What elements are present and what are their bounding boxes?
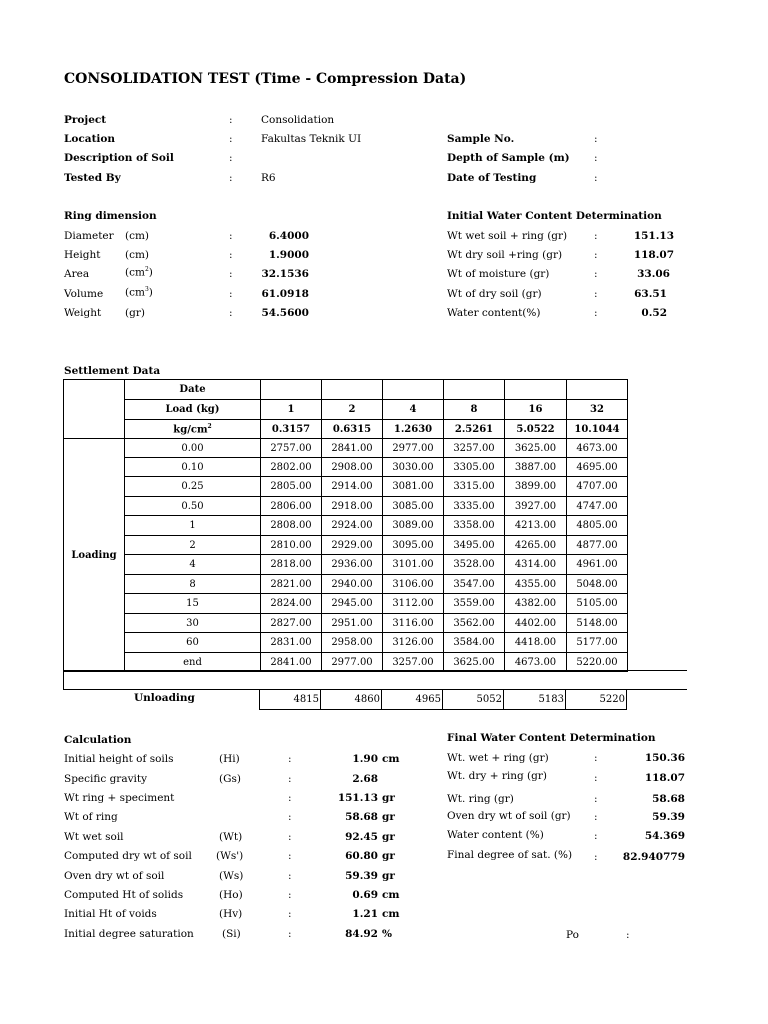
reading-cell: 3625.00 xyxy=(444,653,505,672)
calc-label: Initial Ht of voids xyxy=(64,908,157,920)
time-cell: end xyxy=(125,653,261,672)
final-wc-label: Oven dry wt of soil (gr) xyxy=(447,810,571,822)
info-project-label: Project xyxy=(64,114,107,126)
reading-cell: 4673.00 xyxy=(505,653,567,672)
time-cell: 4 xyxy=(125,555,261,575)
reading-cell: 4673.00 xyxy=(567,439,628,458)
calc-value: 151.13 xyxy=(337,792,378,804)
settlement-heading: Settlement Data xyxy=(64,365,161,377)
calculation-heading: Calculation xyxy=(64,734,132,746)
calc-label: Computed dry wt of soil xyxy=(64,850,192,862)
reading-cell: 4382.00 xyxy=(505,594,567,614)
reading-cell: 4355.00 xyxy=(505,575,567,594)
unloading-row xyxy=(260,690,627,710)
table-row xyxy=(64,594,628,614)
calc-unit: % xyxy=(382,928,392,940)
time-cell: 0.25 xyxy=(125,477,261,497)
reading-cell: 4418.00 xyxy=(505,633,567,653)
ring-value: 6.4000 xyxy=(268,230,309,242)
table-row xyxy=(64,555,628,575)
pressure-row xyxy=(64,420,628,439)
initial-wc-colon: : xyxy=(594,230,598,242)
info-colon: : xyxy=(229,133,233,145)
calc-unit: gr xyxy=(382,792,395,804)
reading-cell: 3030.00 xyxy=(383,458,444,477)
reading-cell: 3112.00 xyxy=(383,594,444,614)
reading-cell: 3126.00 xyxy=(383,633,444,653)
info-tested-by-label: Tested By xyxy=(64,172,121,184)
reading-cell: 3085.00 xyxy=(383,497,444,516)
ring-unit: (cm) xyxy=(125,230,150,242)
header-corner xyxy=(64,380,125,439)
unloading-cell: 4860 xyxy=(321,690,382,710)
unloading-cell: 4815 xyxy=(260,690,321,710)
reading-cell: 2936.00 xyxy=(322,555,383,575)
table-row xyxy=(64,516,628,536)
ring-unit: (cm) xyxy=(125,249,150,261)
ring-value: 54.5600 xyxy=(261,307,309,319)
final-wc-value: 82.940779 xyxy=(622,851,685,863)
final-wc-colon: : xyxy=(594,793,598,805)
calc-colon: : xyxy=(288,928,292,940)
load-value: 1 xyxy=(261,400,322,420)
reading-cell: 3095.00 xyxy=(383,536,444,555)
final-wc-colon: : xyxy=(594,752,598,764)
table-row xyxy=(64,497,628,516)
reading-cell: 2977.00 xyxy=(322,653,383,672)
calc-label: Wt wet soil xyxy=(64,831,124,843)
reading-cell: 2806.00 xyxy=(261,497,322,516)
load-value: 4 xyxy=(383,400,444,420)
reading-cell: 2805.00 xyxy=(261,477,322,497)
initial-wc-value: 0.52 xyxy=(641,307,667,319)
calc-value: 58.68 xyxy=(345,811,378,823)
po-colon: : xyxy=(626,929,630,941)
initial-wc-label: Wt dry soil +ring (gr) xyxy=(447,249,563,261)
load-value: 8 xyxy=(444,400,505,420)
final-wc-label: Water content (%) xyxy=(447,829,544,841)
unloading-cell: 5052 xyxy=(443,690,504,710)
reading-cell: 3335.00 xyxy=(444,497,505,516)
final-wc-label: Wt. dry + ring (gr) xyxy=(447,770,547,782)
ring-unit: $(cm^2)$ xyxy=(125,266,153,279)
calc-value: 59.39 xyxy=(345,870,378,882)
info-colon: : xyxy=(594,172,598,184)
reading-cell: 3089.00 xyxy=(383,516,444,536)
reading-cell: 3315.00 xyxy=(444,477,505,497)
reading-cell: 3116.00 xyxy=(383,614,444,633)
final-wc-value: 54.369 xyxy=(644,830,685,842)
reading-cell: 3584.00 xyxy=(444,633,505,653)
calc-colon: : xyxy=(288,870,292,882)
reading-cell: 2841.00 xyxy=(261,653,322,672)
reading-cell: 4805.00 xyxy=(567,516,628,536)
time-cell: 60 xyxy=(125,633,261,653)
unloading-table xyxy=(259,689,627,710)
unloading-cell: 4965 xyxy=(382,690,443,710)
reading-cell: 4213.00 xyxy=(505,516,567,536)
calc-symbol: (Si) xyxy=(222,928,241,940)
calc-value: 92.45 xyxy=(345,831,378,843)
ring-heading: Ring dimension xyxy=(64,210,157,222)
initial-wc-colon: : xyxy=(594,307,598,319)
table-row xyxy=(64,536,628,555)
po-label: Po xyxy=(566,929,579,941)
reading-cell: 2951.00 xyxy=(322,614,383,633)
reading-cell: 2918.00 xyxy=(322,497,383,516)
info-colon: : xyxy=(229,152,233,164)
ring-label: Volume xyxy=(64,288,104,300)
reading-cell: 2802.00 xyxy=(261,458,322,477)
reading-cell: 2810.00 xyxy=(261,536,322,555)
unloading-cell: 5183 xyxy=(504,690,566,710)
calc-label: Computed Ht of solids xyxy=(64,889,184,901)
table-row xyxy=(64,477,628,497)
info-project-value: Consolidation xyxy=(261,114,335,126)
ring-value: 61.0918 xyxy=(261,288,309,300)
table-row xyxy=(64,614,628,633)
final-wc-label: Final degree of sat. (%) xyxy=(447,849,573,861)
final-wc-label: Wt. ring (gr) xyxy=(447,793,514,805)
calc-colon: : xyxy=(288,811,292,823)
reading-cell: 3257.00 xyxy=(444,439,505,458)
calc-label: Wt of ring xyxy=(64,811,118,823)
reading-cell: 2831.00 xyxy=(261,633,322,653)
pressure-value: 5.0522 xyxy=(505,420,567,439)
final-wc-colon: : xyxy=(594,830,598,842)
calc-colon: : xyxy=(288,831,292,843)
ring-unit: $(cm^3)$ xyxy=(125,286,153,299)
ring-label: Area xyxy=(64,268,90,280)
reading-cell: 4314.00 xyxy=(505,555,567,575)
info-colon: : xyxy=(229,114,233,126)
info-colon: : xyxy=(594,133,598,145)
time-cell: 30 xyxy=(125,614,261,633)
reading-cell: 2808.00 xyxy=(261,516,322,536)
reading-cell: 3887.00 xyxy=(505,458,567,477)
reading-cell: 2924.00 xyxy=(322,516,383,536)
reading-cell: 3559.00 xyxy=(444,594,505,614)
time-cell: 0.00 xyxy=(125,439,261,458)
pressure-value: 10.1044 xyxy=(567,420,628,439)
ring-colon: : xyxy=(229,307,233,319)
initial-wc-colon: : xyxy=(594,249,598,261)
date-cell xyxy=(322,380,383,400)
reading-cell: 3081.00 xyxy=(383,477,444,497)
calc-value: 1.90 xyxy=(352,753,378,765)
calc-value: 84.92 xyxy=(345,928,378,940)
initial-wc-value: 118.07 xyxy=(633,249,674,261)
reading-cell: 3547.00 xyxy=(444,575,505,594)
ring-colon: : xyxy=(229,268,233,280)
load-label: Load (kg) xyxy=(125,400,261,420)
table-divider xyxy=(63,670,687,671)
reading-cell: 3495.00 xyxy=(444,536,505,555)
date-label: Date xyxy=(125,380,261,400)
load-value: 16 xyxy=(505,400,567,420)
initial-wc-colon: : xyxy=(594,268,598,280)
reading-cell: 4747.00 xyxy=(567,497,628,516)
calc-value: 1.21 xyxy=(352,908,378,920)
info-location-value: Fakultas Teknik UI xyxy=(261,133,362,145)
reading-cell: 3899.00 xyxy=(505,477,567,497)
calc-symbol: (Hi) xyxy=(219,753,240,765)
table-row xyxy=(64,575,628,594)
info-tested-by-value: R6 xyxy=(261,172,276,184)
table-row xyxy=(64,439,628,458)
calc-colon: : xyxy=(288,908,292,920)
date-cell xyxy=(505,380,567,400)
reading-cell: 3625.00 xyxy=(505,439,567,458)
calc-symbol: (Gs) xyxy=(219,773,241,785)
initial-wc-heading: Initial Water Content Determination xyxy=(447,210,662,222)
reading-cell: 3358.00 xyxy=(444,516,505,536)
reading-cell: 2929.00 xyxy=(322,536,383,555)
table-row xyxy=(64,633,628,653)
calc-colon: : xyxy=(288,753,292,765)
final-wc-value: 59.39 xyxy=(652,811,685,823)
time-cell: 15 xyxy=(125,594,261,614)
calc-symbol: (Ws') xyxy=(216,850,244,862)
final-wc-colon: : xyxy=(594,851,598,863)
ring-label: Height xyxy=(64,249,101,261)
initial-wc-label: Wt of moisture (gr) xyxy=(447,268,550,280)
final-wc-value: 150.36 xyxy=(644,752,685,764)
calc-unit: gr xyxy=(382,811,395,823)
unloading-label: Unloading xyxy=(134,692,195,704)
calc-unit: gr xyxy=(382,870,395,882)
reading-cell: 2841.00 xyxy=(322,439,383,458)
final-wc-colon: : xyxy=(594,811,598,823)
info-colon: : xyxy=(594,152,598,164)
final-wc-label: Wt. wet + ring (gr) xyxy=(447,752,549,764)
calc-label: Specific gravity xyxy=(64,773,148,785)
date-cell xyxy=(383,380,444,400)
calc-unit: gr xyxy=(382,850,395,862)
ring-value: 1.9000 xyxy=(268,249,309,261)
calc-label: Oven dry wt of soil xyxy=(64,870,165,882)
table-row xyxy=(64,653,628,672)
reading-cell: 2958.00 xyxy=(322,633,383,653)
info-location-label: Location xyxy=(64,133,116,145)
reading-cell: 5148.00 xyxy=(567,614,628,633)
reading-cell: 4265.00 xyxy=(505,536,567,555)
info-colon: : xyxy=(229,172,233,184)
table-row xyxy=(64,458,628,477)
date-cell xyxy=(444,380,505,400)
reading-cell: 2757.00 xyxy=(261,439,322,458)
initial-wc-value: 33.06 xyxy=(637,268,670,280)
reading-cell: 5048.00 xyxy=(567,575,628,594)
calc-label: Initial height of soils xyxy=(64,753,174,765)
reading-cell: 5177.00 xyxy=(567,633,628,653)
info-sample-no-label: Sample No. xyxy=(447,133,515,145)
reading-cell: 4961.00 xyxy=(567,555,628,575)
calc-unit: cm xyxy=(382,908,400,920)
date-cell xyxy=(567,380,628,400)
final-wc-colon: : xyxy=(594,772,598,784)
calc-unit: cm xyxy=(382,889,400,901)
calc-value: 60.80 xyxy=(345,850,378,862)
calc-colon: : xyxy=(288,889,292,901)
info-depth-label: Depth of Sample (m) xyxy=(447,152,570,164)
unloading-cell: 5220 xyxy=(566,690,627,710)
ring-colon: : xyxy=(229,249,233,261)
time-cell: 0.10 xyxy=(125,458,261,477)
reading-cell: 2821.00 xyxy=(261,575,322,594)
reading-cell: 4707.00 xyxy=(567,477,628,497)
calc-symbol: (Ws) xyxy=(219,870,244,882)
pressure-label: $kg/cm^2$ xyxy=(125,420,261,439)
date-cell xyxy=(261,380,322,400)
reading-cell: 3305.00 xyxy=(444,458,505,477)
final-wc-value: 58.68 xyxy=(652,793,685,805)
calc-symbol: (Hv) xyxy=(219,908,243,920)
load-value: 32 xyxy=(567,400,628,420)
ring-label: Diameter xyxy=(64,230,114,242)
reading-cell: 3101.00 xyxy=(383,555,444,575)
reading-cell: 2908.00 xyxy=(322,458,383,477)
loading-label: Loading xyxy=(64,439,125,672)
calc-label: Initial degree saturation xyxy=(64,928,194,940)
reading-cell: 3927.00 xyxy=(505,497,567,516)
time-cell: 2 xyxy=(125,536,261,555)
calc-unit: cm xyxy=(382,753,400,765)
reading-cell: 2818.00 xyxy=(261,555,322,575)
initial-wc-label: Wt of dry soil (gr) xyxy=(447,288,542,300)
initial-wc-label: Water content(%) xyxy=(447,307,541,319)
info-description-label: Description of Soil xyxy=(64,152,174,164)
reading-cell: 2827.00 xyxy=(261,614,322,633)
settlement-table xyxy=(63,379,628,672)
table-divider xyxy=(63,670,64,689)
final-wc-heading: Final Water Content Determination xyxy=(447,732,656,744)
pressure-value: 0.3157 xyxy=(261,420,322,439)
initial-wc-value: 151.13 xyxy=(633,230,674,242)
pressure-value: 1.2630 xyxy=(383,420,444,439)
ring-colon: : xyxy=(229,288,233,300)
time-cell: 1 xyxy=(125,516,261,536)
initial-wc-value: 63.51 xyxy=(634,288,667,300)
calc-label: Wt ring + speciment xyxy=(64,792,175,804)
date-row xyxy=(64,380,628,400)
reading-cell: 4695.00 xyxy=(567,458,628,477)
ring-value: 32.1536 xyxy=(261,268,309,280)
reading-cell: 4402.00 xyxy=(505,614,567,633)
reading-cell: 3528.00 xyxy=(444,555,505,575)
reading-cell: 2940.00 xyxy=(322,575,383,594)
initial-wc-colon: : xyxy=(594,288,598,300)
calc-colon: : xyxy=(288,773,292,785)
reading-cell: 2977.00 xyxy=(383,439,444,458)
calc-value: 2.68 xyxy=(352,773,378,785)
calc-symbol: (Wt) xyxy=(219,831,243,843)
ring-colon: : xyxy=(229,230,233,242)
reading-cell: 5105.00 xyxy=(567,594,628,614)
pressure-value: 2.5261 xyxy=(444,420,505,439)
calc-value: 0.69 xyxy=(352,889,378,901)
calc-unit: gr xyxy=(382,831,395,843)
reading-cell: 2945.00 xyxy=(322,594,383,614)
info-date-label: Date of Testing xyxy=(447,172,537,184)
reading-cell: 2914.00 xyxy=(322,477,383,497)
ring-label: Weight xyxy=(64,307,102,319)
calc-colon: : xyxy=(288,850,292,862)
pressure-value: 0.6315 xyxy=(322,420,383,439)
time-cell: 0.50 xyxy=(125,497,261,516)
reading-cell: 2824.00 xyxy=(261,594,322,614)
load-value: 2 xyxy=(322,400,383,420)
reading-cell: 3257.00 xyxy=(383,653,444,672)
time-cell: 8 xyxy=(125,575,261,594)
ring-unit: (gr) xyxy=(125,307,145,319)
calc-colon: : xyxy=(288,792,292,804)
page-title: CONSOLIDATION TEST (Time - Compression Data) xyxy=(64,71,467,87)
calc-symbol: (Ho) xyxy=(219,889,243,901)
reading-cell: 3562.00 xyxy=(444,614,505,633)
reading-cell: 3106.00 xyxy=(383,575,444,594)
load-row xyxy=(64,400,628,420)
reading-cell: 4877.00 xyxy=(567,536,628,555)
initial-wc-label: Wt wet soil + ring (gr) xyxy=(447,230,568,242)
final-wc-value: 118.07 xyxy=(644,772,685,784)
reading-cell: 5220.00 xyxy=(567,653,628,672)
